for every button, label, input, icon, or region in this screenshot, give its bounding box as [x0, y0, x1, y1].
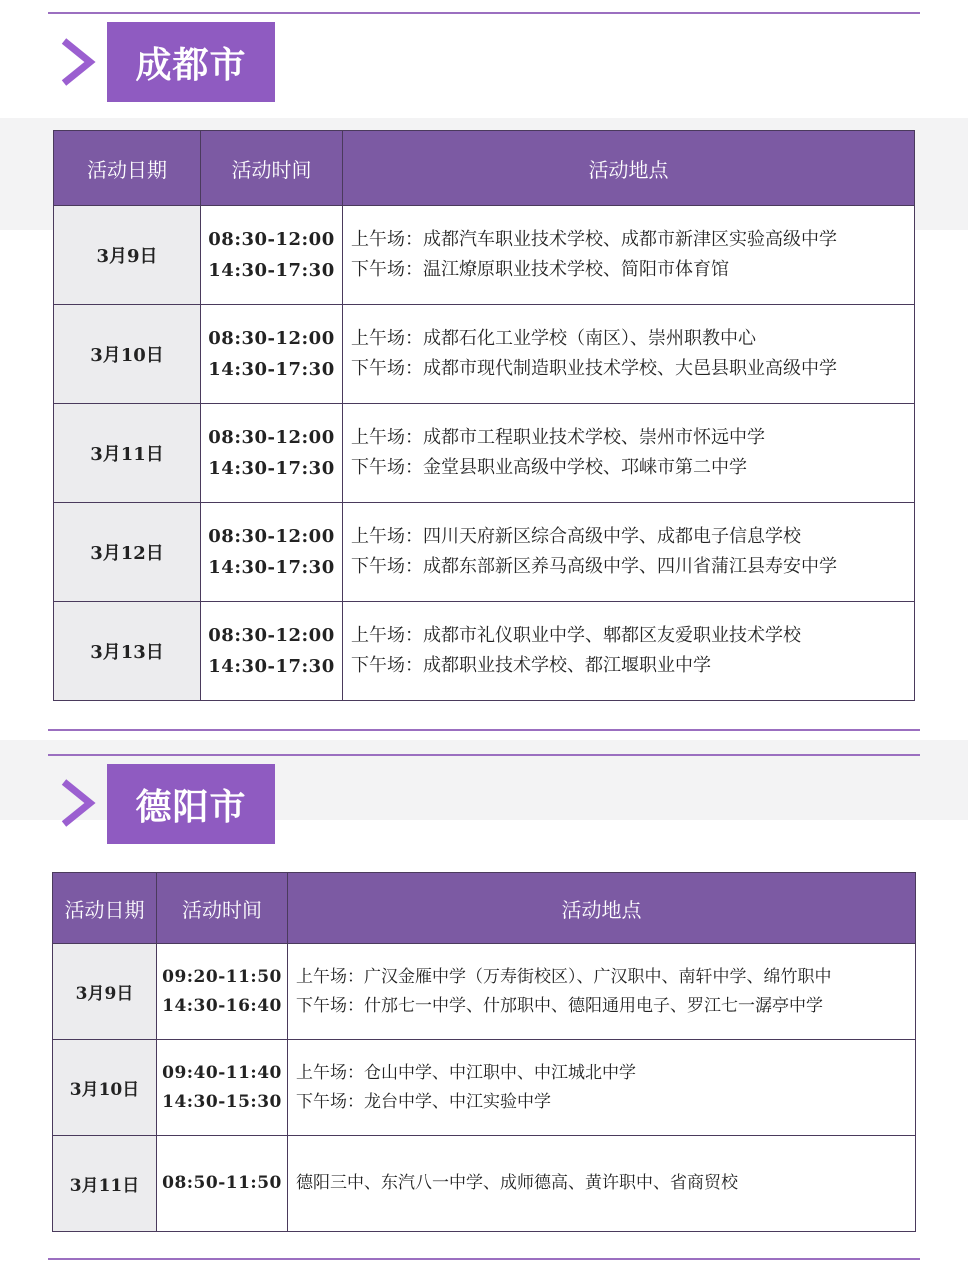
- location-cell: [288, 944, 916, 1040]
- column-header-date: 活动日期: [54, 131, 201, 206]
- chevron-right-icon: [58, 37, 102, 87]
- location-cell: [343, 602, 915, 701]
- location-cell: [343, 305, 915, 404]
- table-row: [53, 1136, 916, 1232]
- section-divider: [48, 754, 920, 756]
- table-row: [53, 1040, 916, 1136]
- morning-time: 08:30-12:00: [208, 427, 335, 448]
- time-cell: [201, 602, 343, 701]
- date-cell: 3月11日: [54, 404, 201, 503]
- location-cell: [343, 503, 915, 602]
- afternoon-locations: 下午场：金堂县职业高级中学校、邛崃市第二中学: [351, 457, 747, 478]
- morning-locations: 上午场：仓山中学、中江职中、中江城北中学: [296, 1062, 636, 1083]
- afternoon-time: 14:30-17:30: [208, 260, 335, 281]
- date-cell: 3月10日: [53, 1040, 157, 1136]
- time-cell: [201, 404, 343, 503]
- date-cell: 3月11日: [53, 1136, 157, 1232]
- location-cell: [343, 404, 915, 503]
- location-cell: [288, 1136, 916, 1232]
- column-header-time: 活动时间: [201, 131, 343, 206]
- column-header-location: 活动地点: [343, 131, 915, 206]
- section-divider: [48, 729, 920, 731]
- morning-time: 08:30-12:00: [208, 328, 335, 349]
- time-cell: [201, 305, 343, 404]
- section-title-chengdu: 成都市: [107, 22, 275, 102]
- morning-locations: 上午场：成都市工程职业技术学校、崇州市怀远中学: [351, 427, 765, 448]
- morning-locations: 上午场：成都市礼仪职业中学、郫都区友爱职业技术学校: [351, 625, 801, 646]
- morning-locations: 上午场：四川天府新区综合高级中学、成都电子信息学校: [351, 526, 801, 547]
- morning-locations: 上午场：成都石化工业学校（南区）、崇州职教中心: [351, 328, 756, 349]
- column-header-time: 活动时间: [157, 873, 288, 944]
- time-cell: [157, 1040, 288, 1136]
- time-cell: [157, 1136, 288, 1232]
- morning-time: 08:30-12:00: [208, 229, 335, 250]
- time-cell: [201, 503, 343, 602]
- column-header-date: 活动日期: [53, 873, 157, 944]
- afternoon-locations: 下午场：龙台中学、中江实验中学: [296, 1091, 551, 1112]
- section-divider: [48, 12, 920, 14]
- table-row: [54, 305, 915, 404]
- section-divider: [48, 1258, 920, 1260]
- date-cell: 3月10日: [54, 305, 201, 404]
- chevron-right-icon: [58, 778, 102, 828]
- date-cell: 3月9日: [54, 206, 201, 305]
- chengdu-schedule-table: [53, 130, 915, 701]
- full-day-time: 08:50-11:50: [162, 1173, 282, 1193]
- afternoon-locations: 下午场：成都职业技术学校、都江堰职业中学: [351, 655, 711, 676]
- locations: 德阳三中、东汽八一中学、成师德高、黄许职中、省商贸校: [296, 1173, 738, 1193]
- morning-time: 08:30-12:00: [208, 526, 335, 547]
- afternoon-time: 14:30-17:30: [208, 458, 335, 479]
- location-cell: [288, 1040, 916, 1136]
- deyang-schedule-table: [52, 872, 916, 1232]
- section-title-deyang: 德阳市: [107, 764, 275, 844]
- table-row: [54, 404, 915, 503]
- afternoon-time: 14:30-17:30: [208, 359, 335, 380]
- afternoon-time: 14:30-15:30: [162, 1091, 282, 1112]
- morning-locations: 上午场：广汉金雁中学（万寿街校区）、广汉职中、南轩中学、绵竹职中: [296, 966, 832, 987]
- table-row: [54, 503, 915, 602]
- morning-time: 08:30-12:00: [208, 625, 335, 646]
- location-cell: [343, 206, 915, 305]
- date-cell: 3月13日: [54, 602, 201, 701]
- morning-locations: 上午场：成都汽车职业技术学校、成都市新津区实验高级中学: [351, 229, 837, 250]
- afternoon-time: 14:30-17:30: [208, 656, 335, 677]
- morning-time: 09:40-11:40: [162, 1062, 282, 1083]
- column-header-location: 活动地点: [288, 873, 916, 944]
- date-cell: 3月9日: [53, 944, 157, 1040]
- table-row: [54, 602, 915, 701]
- table-row: [53, 944, 916, 1040]
- time-cell: [201, 206, 343, 305]
- date-cell: 3月12日: [54, 503, 201, 602]
- time-cell: [157, 944, 288, 1040]
- afternoon-time: 14:30-16:40: [162, 995, 282, 1016]
- afternoon-locations: 下午场：什邡七一中学、什邡职中、德阳通用电子、罗江七一潺亭中学: [296, 995, 823, 1016]
- afternoon-locations: 下午场：成都市现代制造职业技术学校、大邑县职业高级中学: [351, 358, 837, 379]
- afternoon-locations: 下午场：温江燎原职业技术学校、简阳市体育馆: [351, 259, 729, 280]
- afternoon-locations: 下午场：成都东部新区养马高级中学、四川省蒲江县寿安中学: [351, 556, 837, 577]
- afternoon-time: 14:30-17:30: [208, 557, 335, 578]
- morning-time: 09:20-11:50: [162, 966, 282, 987]
- table-row: [54, 206, 915, 305]
